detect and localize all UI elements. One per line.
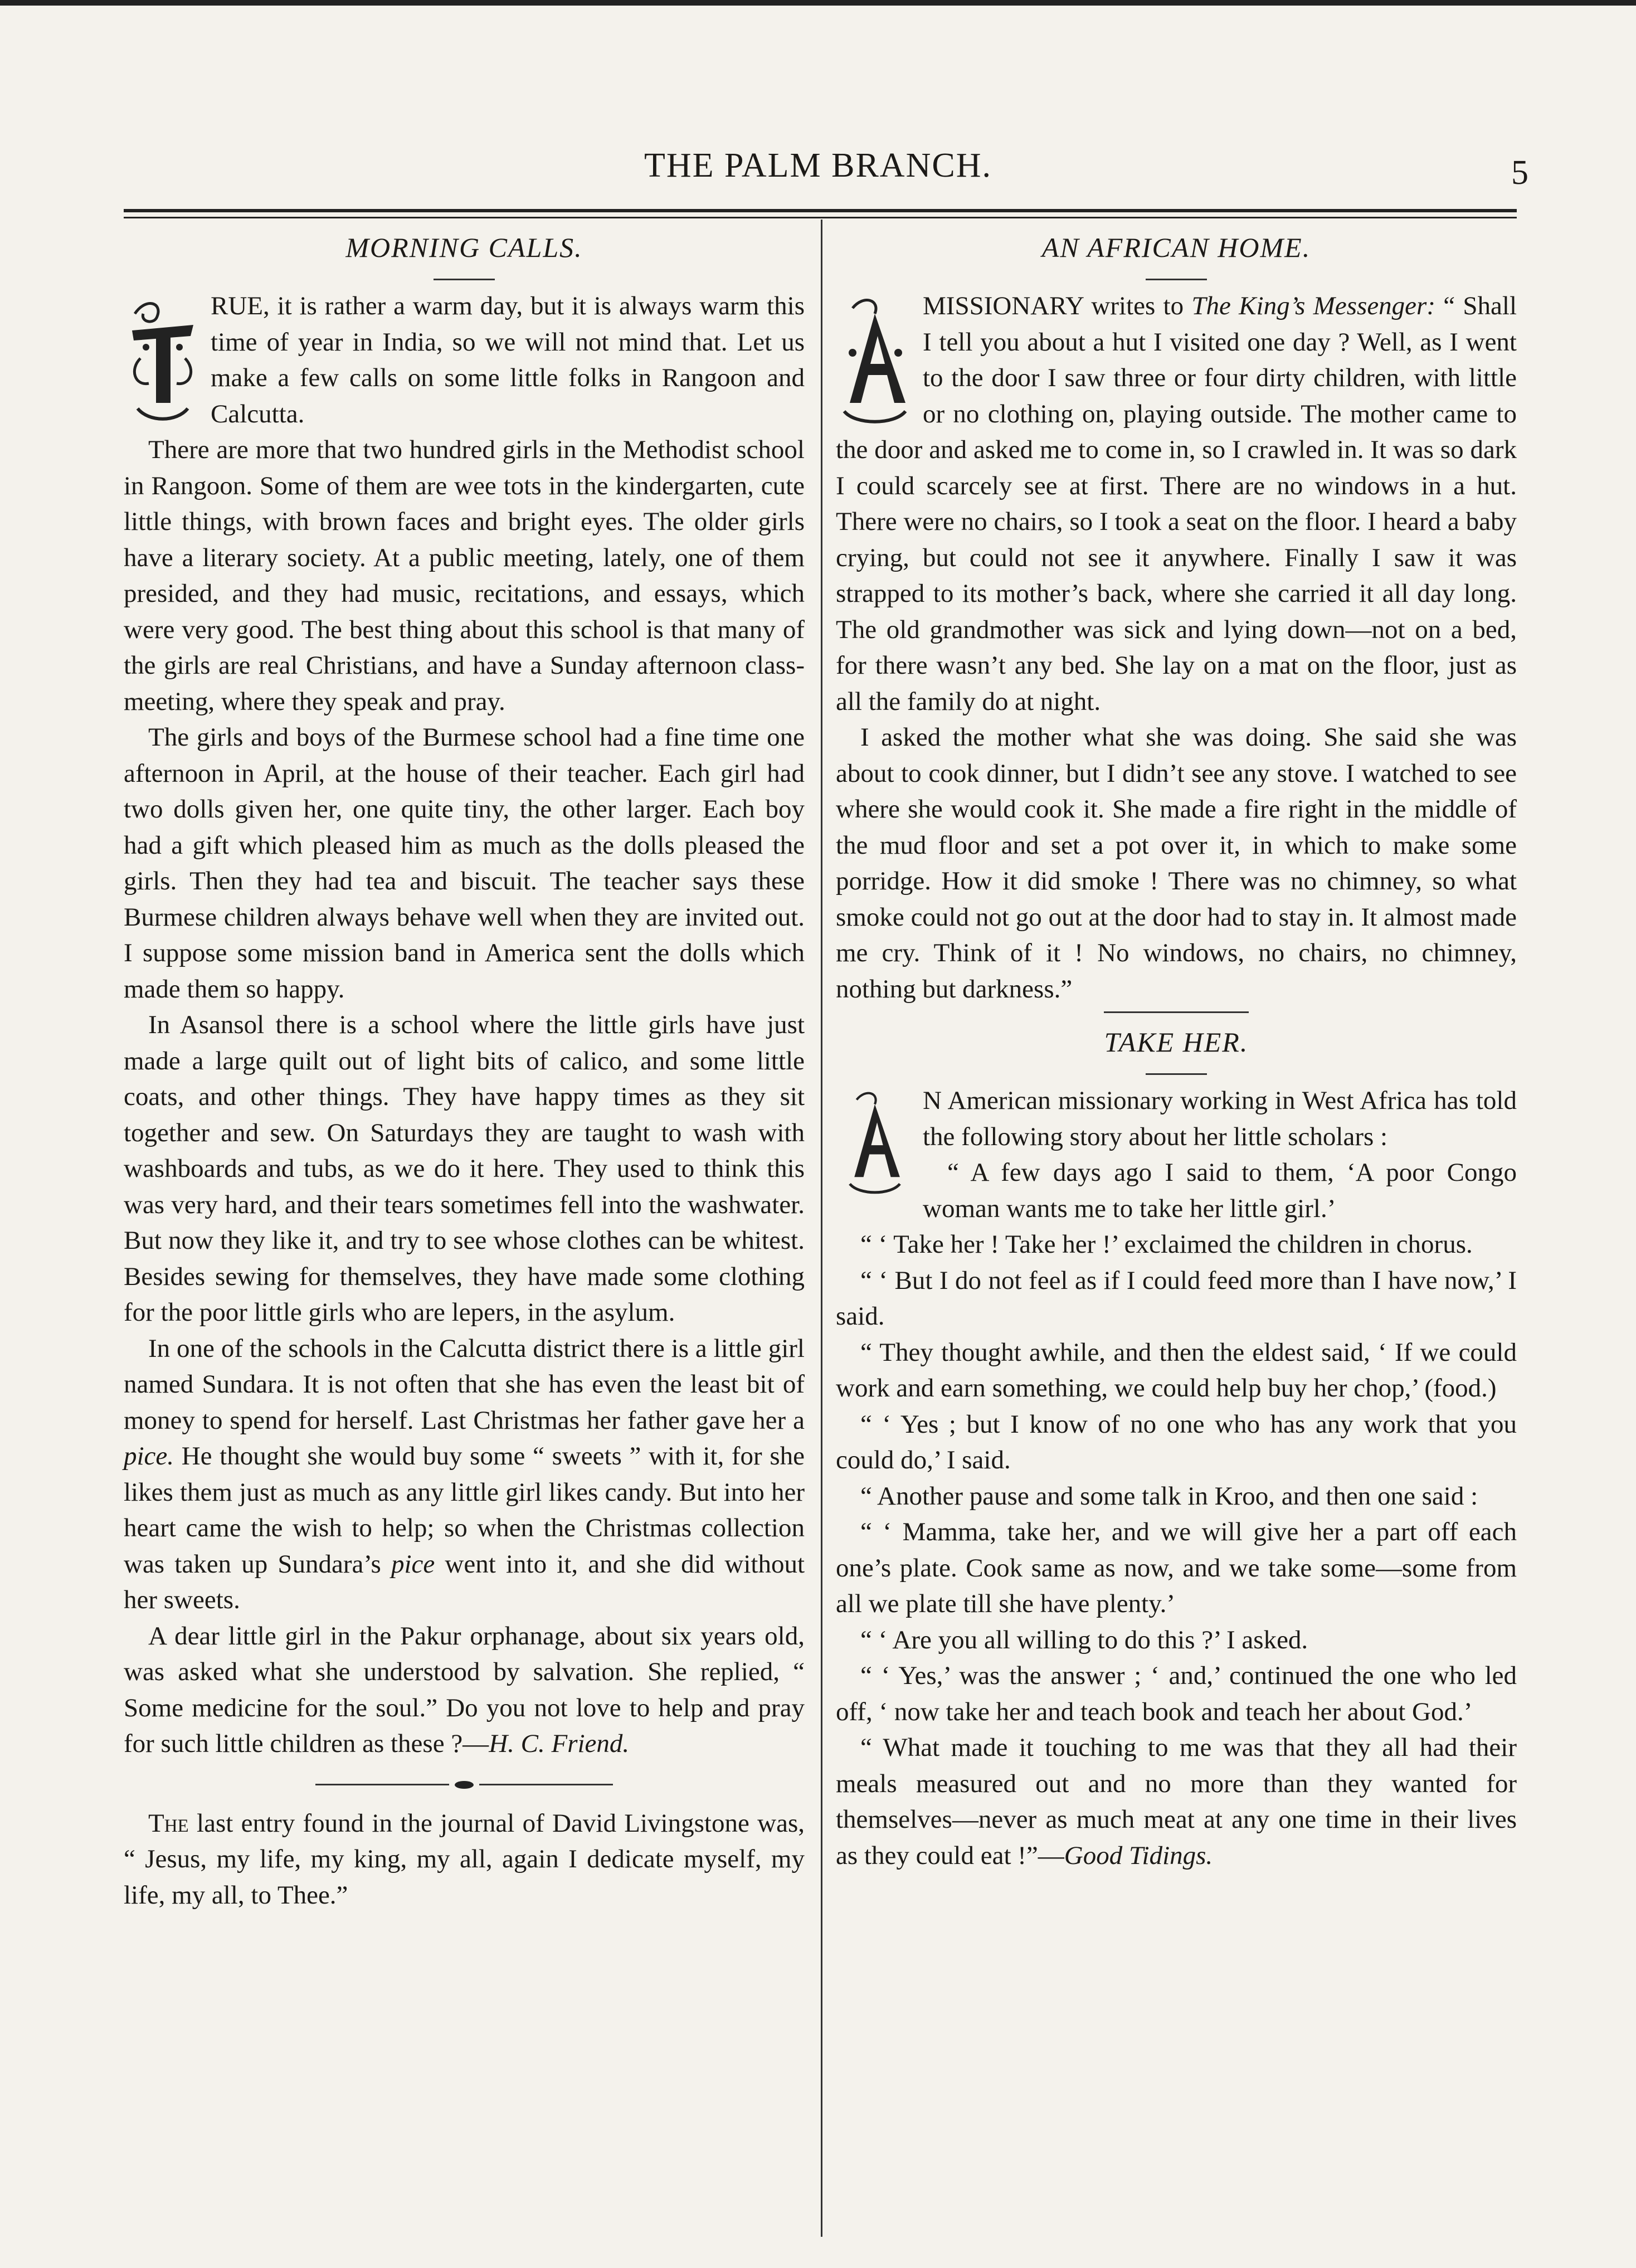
paragraph-text: “ What made it touching to me was that they all had their meals measured out and no more than they wanted for themselves—never as much meat at any one time in their lives as they could eat !”— — [836, 1733, 1517, 1870]
column-divider — [821, 220, 822, 2237]
paragraph: The girls and boys of the Burmese school had a fine time one afternoon in April, at the house of their teacher. Each girl had two dolls given her, one quite tiny, the other larger. Each boy had a gift which pleased him as much as the dolls pleased the girls. Then they had tea and biscuit. The teacher says these Burmese children always behave well when they are invited out. I suppose some mission band in America sent the dolls which made them so happy. — [124, 723, 805, 1004]
ornate-dropcap-t-icon — [124, 291, 202, 428]
dropcap-ornament — [836, 291, 914, 428]
paragraph-text: In one of the schools in the Calcutta district there is a little girl named Sundara. It is not often that she has even the least bit of money to spend for herself. Last Christmas her father gave her a — [124, 1333, 805, 1435]
paragraph-text: He thought she would buy some “ sweets ” with it, for she likes them just as much as any little girl likes candy. But into her heart came the wish to help; so when the Christmas collection was taken up Sundara’s — [124, 1442, 805, 1579]
paragraph — [124, 1618, 805, 1762]
paragraph-text: last entry found in the journal of David Livingstone was, “ Jesus, my life, my king, my all, again I dedicate myself, my life, my all, to Thee.” — [124, 1808, 805, 1910]
first-word: RUE, — [211, 291, 270, 320]
paragraph: “ They thought awhile, and then the eldest said, ‘ If we could work and earn something, we could help buy her chop,’ (food.) — [836, 1337, 1517, 1403]
paragraph: N American missionary working in West Africa has told the following story about her little scholars : — [923, 1086, 1517, 1151]
right-column — [836, 228, 1517, 1873]
ornament-line — [479, 1784, 613, 1785]
ornament-dot-icon — [455, 1781, 474, 1789]
running-head-title: THE PALM BRANCH. — [644, 147, 992, 184]
title-rule — [1146, 1073, 1207, 1075]
dropcap-ornament — [124, 291, 202, 428]
italic-word: pice — [391, 1549, 435, 1579]
paragraph: “ ‘ But I do not feel as if I could feed more than I have now,’ I said. — [836, 1266, 1517, 1331]
top-border-rule — [0, 0, 1636, 6]
paragraph — [836, 1730, 1517, 1873]
italic-word: pice. — [124, 1442, 174, 1471]
header-rule-thin — [124, 217, 1517, 218]
paragraph-livingstone — [124, 1805, 805, 1914]
title-rule — [1146, 279, 1207, 280]
title-rule — [434, 279, 495, 280]
paragraph: “ ‘ Yes,’ was the answer ; ‘ and,’ continued the one who led off, ‘ now take her and teach book and teach her about God.’ — [836, 1661, 1517, 1726]
signature: Good Tidings. — [1064, 1841, 1213, 1870]
paragraph-text: “ Shall I tell you about a hut I visited one day ? Well, as I went to the door I saw three or four dirty children, with little or no clothing on, playing outside. The mother came to the door and asked me to come in, so I crawled in. It was so dark I could scarcely see at first. There are no windows in a hut. There were no chairs, so I took a seat on the floor. I heard a baby crying, but could not see it anywhere. Finally I saw it was strapped to its mother’s back, where she carried it all day long. The old grandmother was sick and lying down—not on a bed, for there wasn’t any bed. She lay on a mat on the floor, just as all the family do at night. — [836, 291, 1517, 716]
paragraph-text: MISSIONARY writes to — [923, 291, 1192, 320]
article-title-take-her: TAKE HER. — [1104, 1026, 1249, 1058]
dropcap-ornament — [836, 1086, 914, 1198]
paragraph: “ Another pause and some talk in Kroo, and then one said : — [860, 1481, 1478, 1511]
article-title-african-home: AN AFRICAN HOME. — [1041, 232, 1311, 263]
header-rule-thick — [124, 209, 1517, 212]
lead-word: The — [148, 1808, 189, 1838]
paragraph-text: it is rather a warm day, but it is always warm this time of year in India, so we will not mind that. Let us make a few calls on some little folks in Rangoon and Calcutta. — [211, 291, 805, 429]
ornate-dropcap-a-icon — [836, 291, 914, 428]
paragraph-text: went into it, and she did without her sweets. — [124, 1549, 805, 1614]
article-first-paragraph — [836, 288, 1517, 719]
section-rule — [1104, 1011, 1249, 1013]
source-title: The King’s Messenger: — [1191, 291, 1435, 320]
section-ornament — [124, 1781, 805, 1789]
ornate-dropcap-a-icon — [836, 1086, 914, 1198]
paragraph: “ ‘ Yes ; but I know of no one who has any work that you could do,’ I said. — [836, 1409, 1517, 1474]
page-number: 5 — [1511, 154, 1528, 192]
paragraph — [124, 288, 805, 432]
signature: H. C. Friend. — [489, 1729, 630, 1758]
paragraph-text: A dear little girl in the Pakur orphanage, about six years old, was asked what she understood by salvation. She replied, “ Some medicine for the soul.” Do you not love to help and pray for such little children as these ?— — [124, 1621, 805, 1758]
paragraph: “ ‘ Mamma, take her, and we will give her a part off each one’s plate. Cook same as now, and we take some—some from all we plate till she have plenty.’ — [836, 1517, 1517, 1618]
paragraph: “ A few days ago I said to them, ‘A poor Congo woman wants me to take her little girl.’ — [923, 1158, 1517, 1223]
ornament-line — [315, 1784, 449, 1785]
paragraph: “ ‘ Take her ! Take her !’ exclaimed the children in chorus. — [860, 1230, 1473, 1259]
paragraph: In Asansol there is a school where the little girls have just made a large quilt out of light bits of calico, and some little coats, and other things. They have happy times as they sit together and sew. On Saturdays they are taught to wash with washboards and tubs, as we do it here. They used to think this was very hard, and their tears sometimes fell into the washwater. But now they like it, and try to see whose clothes can be whitest. Besides sewing for themselves, they have made some clothing for the poor little girls who are lepers, in the asylum. — [124, 1010, 805, 1327]
paragraph: “ ‘ Are you all willing to do this ?’ I asked. — [860, 1625, 1308, 1654]
paragraph — [836, 288, 1517, 719]
article-first-paragraph — [836, 1083, 1517, 1155]
article-first-paragraph — [124, 288, 805, 432]
article-title-morning-calls: MORNING CALLS. — [345, 232, 583, 263]
left-column — [124, 228, 805, 1913]
paragraph: There are more that two hundred girls in the Methodist school in Rangoon. Some of them are wee tots in the kindergarten, cute little things, with brown faces and bright eyes. The older girls have a literary society. At a public meeting, lately, one of them presided, and they had music, recitations, and essays, which were very good. The best thing about this school is that many of the girls are real Christians, and have a Sunday afternoon class-meeting, where they speak and pray. — [124, 435, 805, 716]
paragraph: I asked the mother what she was doing. She said she was about to cook dinner, but I didn’t see any stove. I watched to see where she would cook it. She made a fire right in the middle of the mud floor and set a pot over it, in which to make some porridge. How it did smoke ! There was no chimney, so what smoke could not go out at the door had to stay in. It almost made me cry. Think of it ! No windows, no chairs, no chimney, nothing but darkness.” — [836, 723, 1517, 1004]
paragraph — [124, 1331, 805, 1618]
